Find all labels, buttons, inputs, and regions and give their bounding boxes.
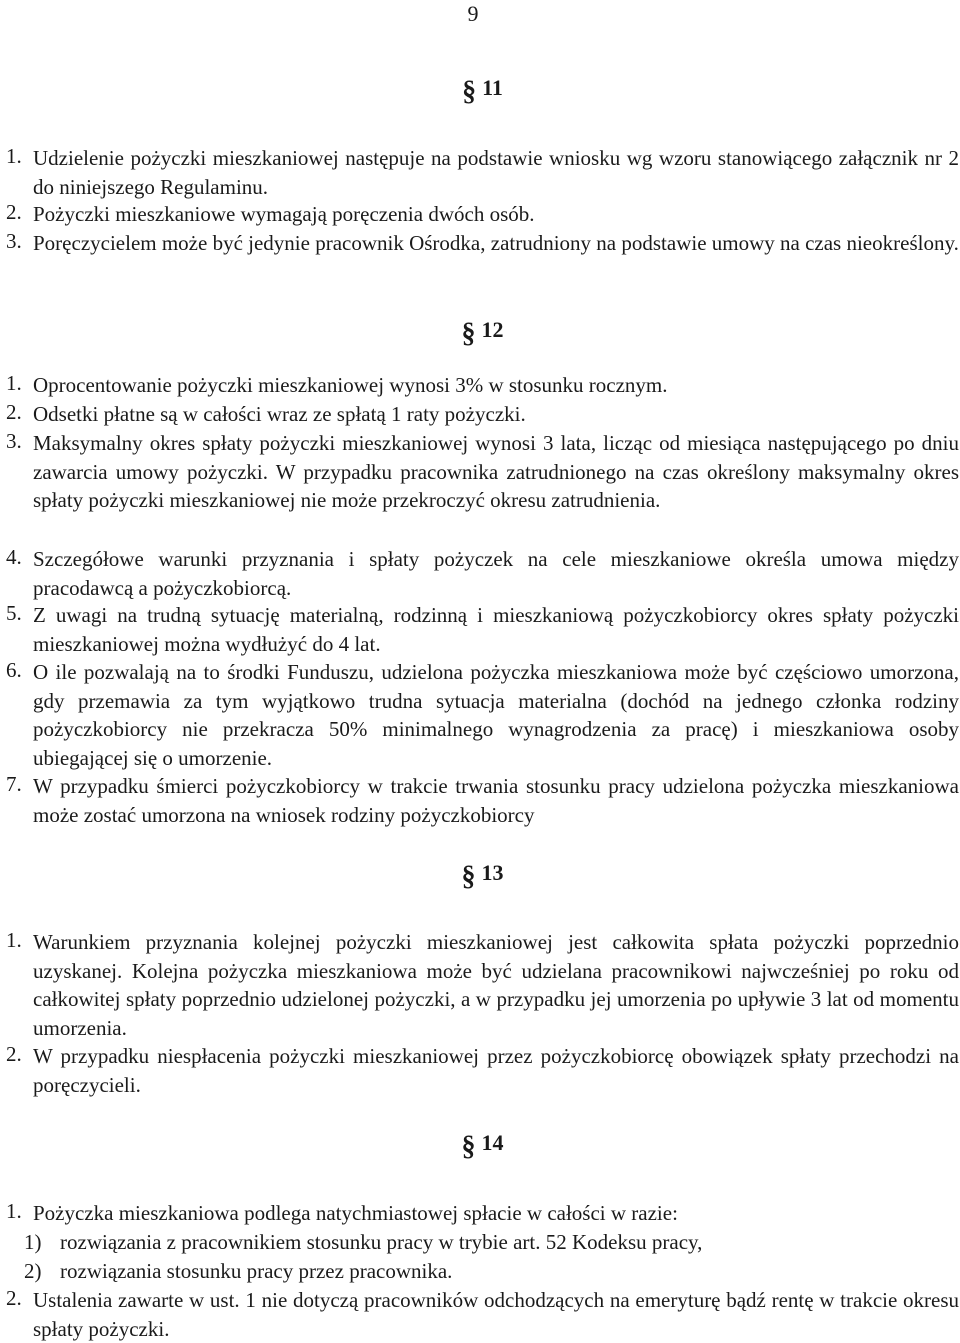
item-text: Oprocentowanie pożyczki mieszkaniowej wynosi 3% w stosunku rocznym. (33, 373, 668, 397)
item-text: Z uwagi na trudną sytuację materialną, rodzinną i mieszkaniową pożyczkobiorcy okres spłaty pożyczki mieszkaniowej można wydłużyć do 4 lat. (33, 603, 959, 656)
subparagraph-14-1-2 (24, 1257, 959, 1285)
item-text: W przypadku śmierci pożyczkobiorcy w trakcie trwania stosunku pracy udzielona pożyczka mieszkaniowa może zostać umorzona na wniosek rodziny pożyczkobiorcy (33, 774, 959, 827)
section-symbol: § (462, 76, 477, 107)
subitem-text: rozwiązania stosunku pracy przez pracownika. (60, 1259, 453, 1283)
item-number: 3. (6, 429, 22, 453)
section-heading-13 (6, 858, 959, 892)
item-text: Ustalenia zawarte w ust. 1 nie dotyczą pracowników odchodzących na emeryturę bądź rentę w trakcie okresu spłaty pożyczki. (33, 1288, 959, 1341)
item-number: 5. (6, 601, 22, 625)
item-number: 1. (6, 928, 22, 952)
item-text: Poręczycielem może być jedynie pracownik Ośrodka, zatrudniony na podstawie umowy na czas nieokreślony. (33, 231, 959, 255)
section-heading-11 (6, 73, 959, 107)
item-number: 1. (6, 1199, 22, 1223)
item-number: 2. (6, 400, 22, 424)
section-number: 11 (482, 75, 503, 100)
item-number: 3. (6, 229, 22, 253)
item-text: Szczegółowe warunki przyznania i spłaty pożyczek na cele mieszkaniowe określa umowa między pracodawcą a pożyczkobiorcą. (33, 547, 959, 600)
item-number: 2. (6, 1286, 22, 1310)
subitem-number: 1) (24, 1230, 42, 1254)
page-number: 9 (467, 1, 479, 26)
item-text: W przypadku niespłacenia pożyczki mieszkaniowej przez pożyczkobiorcę obowiązek spłaty przechodzi na poręczycieli. (33, 1044, 959, 1097)
section-symbol: § (461, 318, 476, 349)
section-heading-12 (6, 315, 959, 349)
item-number: 2. (6, 1042, 22, 1066)
item-text: Pożyczki mieszkaniowe wymagają poręczenia dwóch osób. (33, 202, 535, 226)
item-number: 6. (6, 658, 22, 682)
subitem-text: rozwiązania z pracownikiem stosunku pracy w trybie art. 52 Kodeksu pracy, (60, 1230, 703, 1254)
item-text: Maksymalny okres spłaty pożyczki mieszkaniowej wynosi 3 lata, licząc od miesiąca następującego po dniu zawarcia umowy pożyczki. W przypadku pracownika zatrudnionego na czas określony maksymalny okres spłaty pożyczki mieszkaniowej nie może przekroczyć okresu zatrudnienia. (33, 431, 959, 512)
section-number: 12 (481, 317, 504, 342)
item-number: 7. (6, 772, 22, 796)
item-text: Odsetki płatne są w całości wraz ze spłatą 1 raty pożyczki. (33, 402, 526, 426)
subitem-number: 2) (24, 1259, 42, 1283)
section-symbol: § (461, 861, 476, 892)
item-number: 2. (6, 200, 22, 224)
section-symbol: § (461, 1131, 476, 1162)
section-number: 14 (481, 1130, 504, 1155)
section-number: 13 (481, 860, 504, 885)
item-text: Warunkiem przyznania kolejnej pożyczki mieszkaniowej jest całkowita spłata pożyczki poprzednio uzyskanej. Kolejna pożyczka mieszkaniowa może być udzielana pracownikowi najwcześniej po roku od całkowitej spłaty poprzednio udzielonej pożyczki, a w przypadku jej umorzenia po upływie 3 lat od momentu umorzenia. (33, 930, 959, 1040)
item-text: O ile pozwalają na to środki Funduszu, udzielona pożyczka mieszkaniowa może być częściowo umorzona, gdy przemawia za tym wyjątkowo trudna sytuacja materialna (dochód na jednego członka rodziny pożyczkobiorcy nie przekracza 50% minimalnego wynagrodzenia za pracę) i mieszkaniowa osoby ubiegającej się o umorzenie. (33, 660, 959, 770)
subparagraph-14-1-1 (24, 1228, 959, 1256)
item-number: 1. (6, 371, 22, 395)
item-number: 4. (6, 545, 22, 569)
item-text: Udzielenie pożyczki mieszkaniowej następuje na podstawie wniosku wg wzoru stanowiącego załącznik nr 2 do niniejszego Regulaminu. (33, 146, 959, 199)
item-text: Pożyczka mieszkaniowa podlega natychmiastowej spłacie w całości w razie: (33, 1201, 678, 1225)
section-heading-14 (6, 1128, 959, 1162)
item-number: 1. (6, 144, 22, 168)
